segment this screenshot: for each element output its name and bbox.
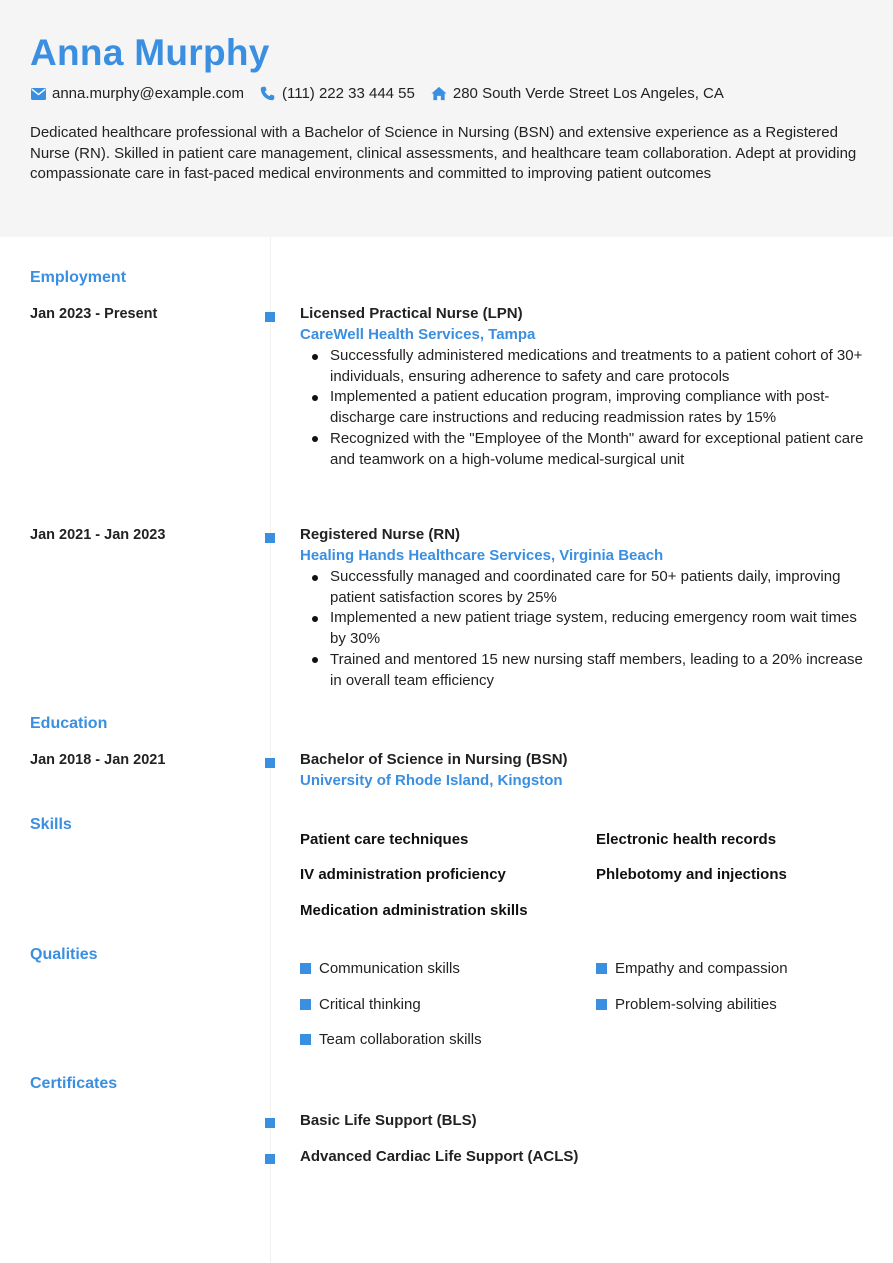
square-bullet-icon xyxy=(596,963,607,974)
employment-heading: Employment xyxy=(30,269,127,286)
job-2-org: Healing Hands Healthcare Services, Virginia Beach xyxy=(300,547,664,564)
contact-phone[interactable] xyxy=(260,85,415,102)
job-2-marker xyxy=(265,533,275,543)
skill-item: Electronic health records xyxy=(596,831,777,848)
education-marker xyxy=(265,758,275,768)
home-icon xyxy=(431,86,447,102)
contact-row xyxy=(30,85,740,102)
quality-item xyxy=(300,1031,482,1048)
education-degree: Bachelor of Science in Nursing (BSN) xyxy=(300,751,568,768)
quality-label: Problem-solving abilities xyxy=(615,996,777,1013)
envelope-icon xyxy=(30,86,46,102)
quality-item xyxy=(300,960,460,977)
quality-label: Communication skills xyxy=(319,960,460,977)
job-1-bullets xyxy=(300,346,865,470)
job-2-bullets xyxy=(300,567,865,691)
list-item: Recognized with the "Employee of the Month" award for exceptional patient care and teamwork on a high-volume medical-surgical unit xyxy=(300,429,865,470)
square-bullet-icon xyxy=(300,999,311,1010)
square-bullet-icon xyxy=(596,999,607,1010)
job-2-dates: Jan 2021 - Jan 2023 xyxy=(30,527,166,543)
qualities-heading: Qualities xyxy=(30,946,98,963)
phone-icon xyxy=(260,86,276,102)
certificate-item: Advanced Cardiac Life Support (ACLS) xyxy=(300,1148,579,1165)
job-1-org: CareWell Health Services, Tampa xyxy=(300,326,536,343)
job-1-role: Licensed Practical Nurse (LPN) xyxy=(300,305,523,322)
education-dates: Jan 2018 - Jan 2021 xyxy=(30,752,166,768)
quality-label: Empathy and compassion xyxy=(615,960,788,977)
certificate-marker xyxy=(265,1118,275,1128)
quality-label: Team collaboration skills xyxy=(319,1031,482,1048)
email-text: anna.murphy@example.com xyxy=(52,85,244,102)
skill-item: Patient care techniques xyxy=(300,831,469,848)
job-2-role: Registered Nurse (RN) xyxy=(300,526,461,543)
quality-label: Critical thinking xyxy=(319,996,421,1013)
list-item: Implemented a new patient triage system, reducing emergency room wait times by 30% xyxy=(300,608,865,649)
phone-text: (111) 222 33 444 55 xyxy=(281,85,415,102)
job-1-dates: Jan 2023 - Present xyxy=(30,306,158,322)
list-item: Successfully managed and coordinated care for 50+ patients daily, improving patient satisfaction scores by 25% xyxy=(300,567,865,608)
quality-item xyxy=(300,996,421,1013)
square-bullet-icon xyxy=(300,1034,311,1045)
certificates-heading: Certificates xyxy=(30,1075,118,1092)
skill-item: Medication administration skills xyxy=(300,902,528,919)
address-text: 280 South Verde Street Los Angeles, CA xyxy=(452,85,724,102)
contact-email[interactable] xyxy=(30,85,244,102)
resume-header xyxy=(0,0,893,237)
certificate-item: Basic Life Support (BLS) xyxy=(300,1112,477,1129)
certificate-marker xyxy=(265,1154,275,1164)
skill-item: IV administration proficiency xyxy=(300,866,506,883)
list-item: Implemented a patient education program, improving compliance with post-discharge care instructions and reducing readmission rates by 15% xyxy=(300,387,865,428)
candidate-name: Anna Murphy xyxy=(30,32,270,73)
skills-heading: Skills xyxy=(30,816,72,833)
skill-item: Phlebotomy and injections xyxy=(596,866,787,883)
quality-item xyxy=(596,960,788,977)
education-heading: Education xyxy=(30,715,108,732)
job-1-marker xyxy=(265,312,275,322)
education-school: University of Rhode Island, Kingston xyxy=(300,772,563,789)
column-divider xyxy=(270,237,271,1263)
list-item: Successfully administered medications and treatments to a patient cohort of 30+ individuals, ensuring adherence to safety and care protocols xyxy=(300,346,865,387)
square-bullet-icon xyxy=(300,963,311,974)
contact-address xyxy=(431,85,724,102)
list-item: Trained and mentored 15 new nursing staff members, leading to a 20% increase in overall team efficiency xyxy=(300,650,865,691)
profile-summary: Dedicated healthcare professional with a Bachelor of Science in Nursing (BSN) and extensive experience as a Registered Nurse (RN). Skilled in patient care management, clinical assessments, and healthcare team collaboration. Adept at providing compassionate care in fast-paced medical environments and committed to improving patient outcomes xyxy=(30,124,857,183)
quality-item xyxy=(596,996,777,1013)
